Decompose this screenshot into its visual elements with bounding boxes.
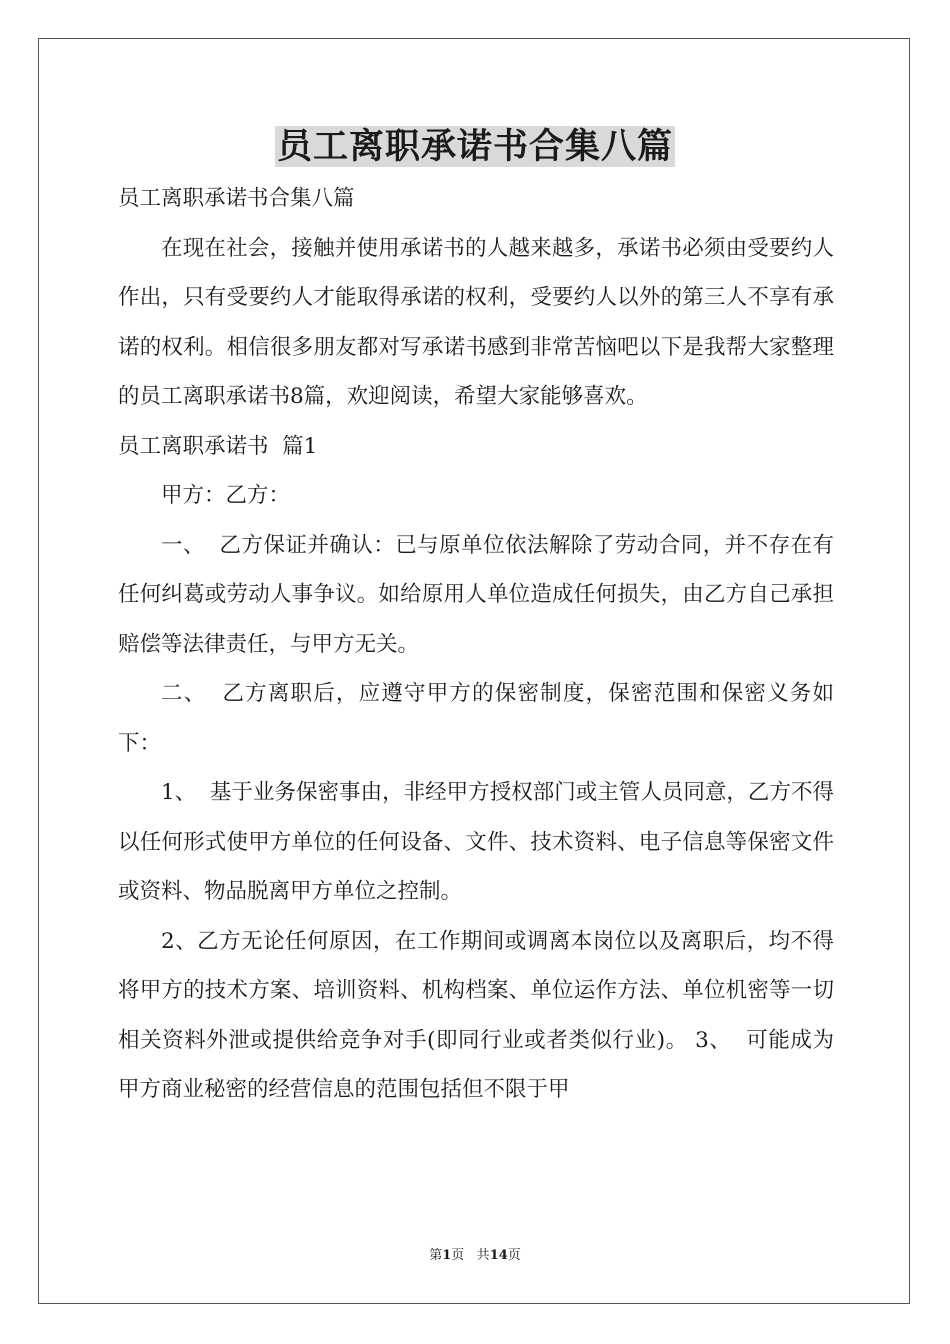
- paragraph: 甲方：乙方：: [161, 483, 291, 508]
- document-title-text: 员工离职承诺书合集八篇: [276, 126, 673, 167]
- page-label-suffix: 页: [451, 1248, 465, 1263]
- total-label-prefix: 共: [476, 1248, 490, 1263]
- paragraph: 二、 乙方离职后，应遵守甲方的保密制度，保密范围和保密义务如下：: [118, 681, 834, 756]
- paragraph: 1、 基于业务保密事由，非经甲方授权部门或主管人员同意，乙方不得以任何形式使甲方单位的任何设备、文件、技术资料、电子信息等保密文件或资料、物品脱离甲方单位之控制。: [118, 780, 834, 904]
- page-label-prefix: 第: [429, 1248, 443, 1263]
- total-label-suffix: 页: [507, 1248, 521, 1263]
- paragraph: 在现在社会，接触并使用承诺书的人越来越多，承诺书必须由受要约人作出，只有受要约人才能取得承诺的权利，受要约人以外的第三人不享有承诺的权利。相信很多朋友都对写承诺书感到非常苦恼吧以下是我帮大家整理的员工离职承诺书8篇，欢迎阅读，希望大家能够喜欢。: [118, 235, 834, 409]
- total-pages: 14: [489, 1248, 508, 1263]
- document-body: [118, 174, 834, 1115]
- paragraph: 员工离职承诺书 篇1: [118, 433, 318, 459]
- paragraph: 2、乙方无论任何原因，在工作期间或调离本岗位以及离职后，均不得将甲方的技术方案、培训资料、机构档案、单位运作方法、单位机密等一切相关资料外泄或提供给竞争对手(即同行业或者类似行业)。 3、 可能成为甲方商业秘密的经营信息的范围包括但不限于甲: [118, 928, 834, 1102]
- document-title: [0, 122, 950, 172]
- page-footer: [0, 1246, 950, 1266]
- paragraph: 一、 乙方保证并确认：已与原单位依法解除了劳动合同，并不存在有任何纠葛或劳动人事争议。如给原用人单位造成任何损失，由乙方自己承担赔偿等法律责任，与甲方无关。: [118, 532, 834, 657]
- paragraph: 员工离职承诺书合集八篇: [118, 186, 355, 211]
- page-number: 1: [442, 1248, 452, 1263]
